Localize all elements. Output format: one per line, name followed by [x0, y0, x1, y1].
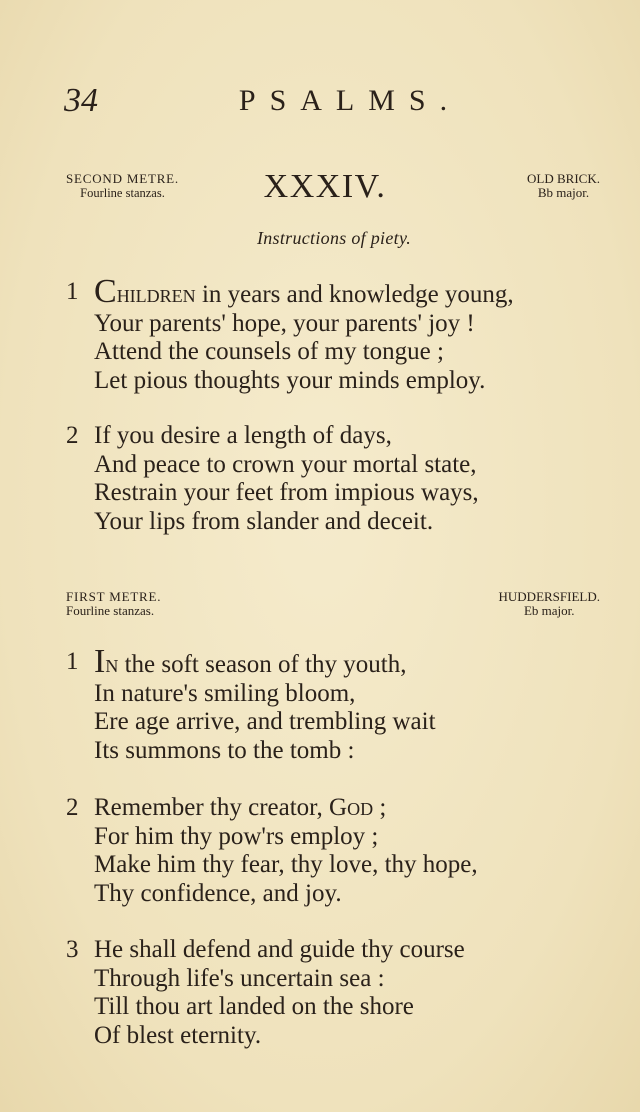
stanza-first-word: [94, 643, 119, 680]
meter-label-left: [66, 172, 179, 200]
stanza-line: in years and knowledge young,: [195, 281, 514, 308]
drop-capital: I: [94, 643, 106, 680]
stanza-line: Your lips from slander and deceit.: [94, 507, 434, 535]
stanza-number: 1: [66, 278, 79, 305]
stanza-line: And peace to crown your mortal state,: [94, 450, 477, 478]
stanza-line: Attend the counsels of my tongue ;: [94, 338, 444, 365]
stanza-line: Make him thy fear, thy love, thy hope,: [94, 851, 478, 878]
meter-stanza-form: Fourline stanzas.: [66, 603, 155, 618]
stanza-line: Till thou art landed on the shore: [94, 993, 414, 1020]
page-number: 34: [64, 82, 98, 119]
stanza-line: Let pious thoughts your minds employ.: [94, 366, 486, 394]
stanza-line: Through life's uncertain sea :: [94, 964, 385, 992]
stanza-line: For him thy pow'rs employ ;: [94, 822, 379, 850]
stanza-line: Of blest eternity.: [94, 1021, 262, 1049]
stanza-line: In nature's smiling bloom,: [94, 679, 356, 707]
stanza-line: Its summons to the tomb :: [94, 736, 355, 764]
tune-label-right: [499, 590, 600, 618]
psalm-header: [0, 168, 640, 208]
stanza: [66, 643, 626, 765]
tune-key: Eb major.: [523, 603, 575, 618]
stanza-line: Ere age arrive, and trembling wait: [94, 708, 436, 735]
meter-stanza-form: Fourline stanzas.: [80, 186, 165, 200]
first-word-rest: n: [105, 651, 119, 678]
drop-capital: C: [94, 273, 117, 310]
stanza-line: Your parents' hope, your parents' joy !: [94, 309, 475, 337]
psalm-subtitle: Instructions of piety.: [256, 228, 412, 248]
stanza-number: 1: [66, 648, 79, 675]
stanza-number: 2: [66, 422, 79, 449]
meter-label-left: [66, 590, 161, 618]
stanza-line-end: ;: [373, 794, 387, 821]
stanza-number: 3: [66, 936, 79, 963]
stanza-line: Thy confidence, and joy.: [94, 879, 342, 907]
meter-name: FIRST METRE.: [66, 589, 162, 604]
tune-key: Bb major.: [537, 185, 590, 200]
stanza: [66, 273, 626, 395]
tune-name: OLD BRICK.: [527, 171, 600, 186]
stanza-line: Remember thy creator,: [94, 794, 330, 821]
stanza-line: He shall defend and guide thy course: [94, 936, 465, 963]
stanza-line: If you desire a length of days,: [94, 422, 392, 449]
stanza-line: the soft season of thy youth,: [118, 651, 407, 678]
first-metre-header: [0, 590, 640, 624]
stanza-number: 2: [66, 794, 79, 821]
first-word-rest: hildren: [116, 281, 196, 308]
running-head: PSALMS.: [238, 84, 462, 117]
stanza-line: Restrain your feet from impious ways,: [94, 479, 479, 506]
tune-name: HUDDERSFIELD.: [498, 589, 600, 604]
stanza: [66, 936, 626, 1050]
meter-name: SECOND METRE.: [66, 171, 179, 186]
stanza-first-word: [94, 273, 196, 310]
tune-label-right: [527, 172, 600, 200]
divine-name: God: [329, 794, 374, 821]
stanza: [66, 794, 626, 908]
psalm-number: XXXIV.: [263, 168, 387, 205]
stanza: [66, 422, 626, 536]
